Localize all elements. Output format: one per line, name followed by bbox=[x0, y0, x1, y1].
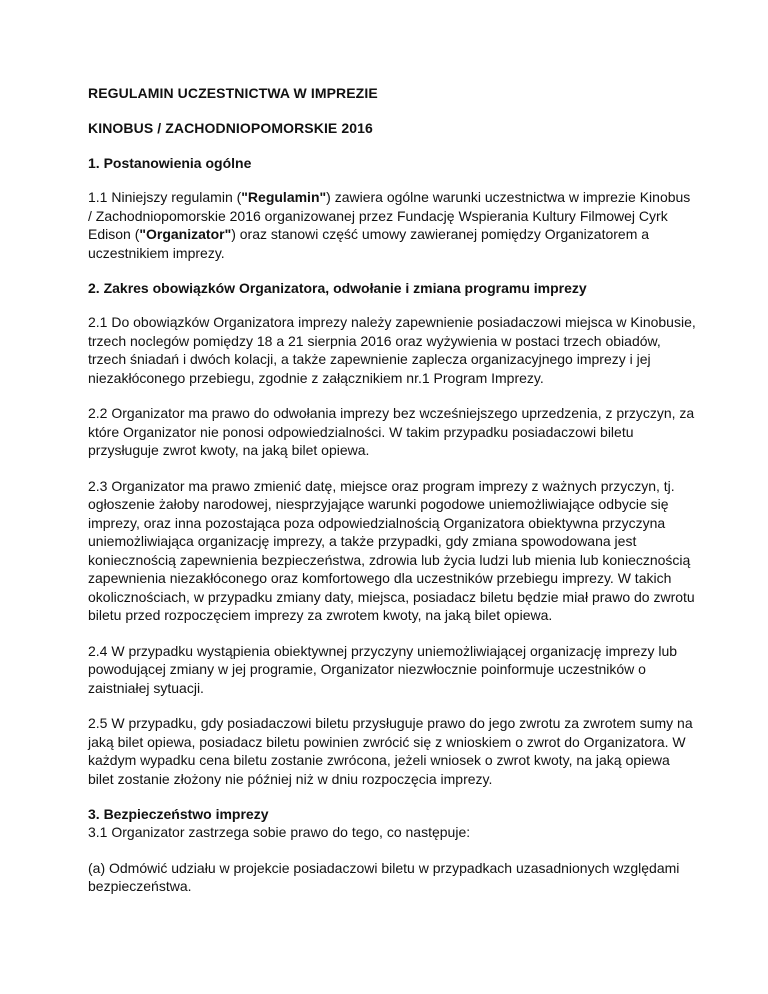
paragraph-3-a: (a) Odmówić udziału w projekcie posiadaczowi biletu w przypadkach uzasadnionych względami bezpieczeństwa. bbox=[88, 859, 680, 894]
paragraph-1-1-text-c: ) oraz stanowi część umowy zawieranej pomiędzy Organizatorem a uczestnikiem imprezy. bbox=[88, 226, 650, 261]
paragraph-2-5: 2.5 W przypadku, gdy posiadaczowi biletu przysługuje prawo do jego zwrotu za zwrotem sumy na jaką bilet opiewa, posiadacz biletu powinien zwrócić się z wnioskiem o zwrot do Organizatora. W każdym wypadku cena biletu zostanie zwrócona, jeżeli wniosek o zwrot kwoty, na jaką opiewa bilet zostanie złożony nie później niż w dniu rozpoczęcia imprezy. bbox=[88, 715, 693, 787]
document-title: REGULAMIN UCZESTNICTWA W IMPREZIE bbox=[88, 85, 378, 101]
paragraph-2-3: 2.3 Organizator ma prawo zmienić datę, miejsce oraz program imprezy z ważnych przyczyn, tj. ogłoszenie żałoby narodowej, niesprzyjające warunki pogodowe uniemożliwiające odbycie się imprezy, oraz inna pozostająca poza odpowiedzialnością Organizatora obiektywna przyczyna uniemożliwiająca organizację imprezy, a także przypadki, gdy zmiana spowodowana jest koniecznością zapewnienia bezpieczeństwa, zdrowia lub życia ludzi lub mienia lub koniecznością zapewnienia niezakłóconego oraz komfortowego dla uczestników przebiegu imprezy. W takich okolicznościach, w przypadku zmiany daty, miejsca, posiadacz biletu będzie miał prawo do zwrotu biletu przed rozpoczęciem imprezy za zwrotem kwoty, na jaką bilet opiewa. bbox=[88, 477, 695, 623]
paragraph-2-2: 2.2 Organizator ma prawo do odwołania imprezy bez wcześniejszego uprzedzenia, z przyczyn, za które Organizator nie ponosi odpowiedzialności. W takim przypadku posiadaczowi biletu przysługuje zwrot kwoty, na jaką bilet opiewa. bbox=[88, 405, 695, 458]
regulamin-term: "Regulamin" bbox=[241, 189, 327, 205]
paragraph-3-1: 3.1 Organizator zastrzega sobie prawo do tego, co następuje: bbox=[88, 824, 471, 840]
document-subtitle: KINOBUS / ZACHODNIOPOMORSKIE 2016 bbox=[88, 120, 373, 136]
organizator-term: "Organizator" bbox=[139, 226, 232, 242]
paragraph-1-1-text-a: 1.1 Niniejszy regulamin ( bbox=[88, 189, 242, 205]
section-1-heading: 1. Postanowienia ogólne bbox=[88, 155, 252, 171]
paragraph-2-4: 2.4 W przypadku wystąpienia obiektywnej przyczyny uniemożliwiającej organizację imprezy lub powodującej zmiany w jej programie, Organizator niezwłocznie poinformuje uczestników o zaistniałej sytuacji. bbox=[88, 642, 678, 696]
section-3-heading: 3. Bezpieczeństwo imprezy bbox=[88, 806, 269, 822]
paragraph-2-1: 2.1 Do obowiązków Organizatora imprezy należy zapewnienie posiadaczowi miejsca w Kinobusie, trzech noclegów pomiędzy 18 a 21 sierpnia 2016 oraz wyżywienia w postaci trzech obiadów, trzech śniadań i dwóch kolacji, a także zapewnienie zaplecza organizacyjnego imprezy i jej niezakłóconego przebiegu, zgodnie z załącznikiem nr.1 Program Imprezy. bbox=[88, 314, 696, 386]
paragraph-1-1-text-b: ) zawiera ogólne warunki uczestnictwa w imprezie Kinobus / Zachodniopomorskie 2016 organizowanej przez Fundację Wspierania Kultury Filmowej Cyrk Edison ( bbox=[88, 189, 691, 242]
paragraph-1-1 bbox=[88, 188, 698, 262]
section-2-heading: 2. Zakres obowiązków Organizatora, odwołanie i zmiana programu imprezy bbox=[88, 280, 587, 296]
